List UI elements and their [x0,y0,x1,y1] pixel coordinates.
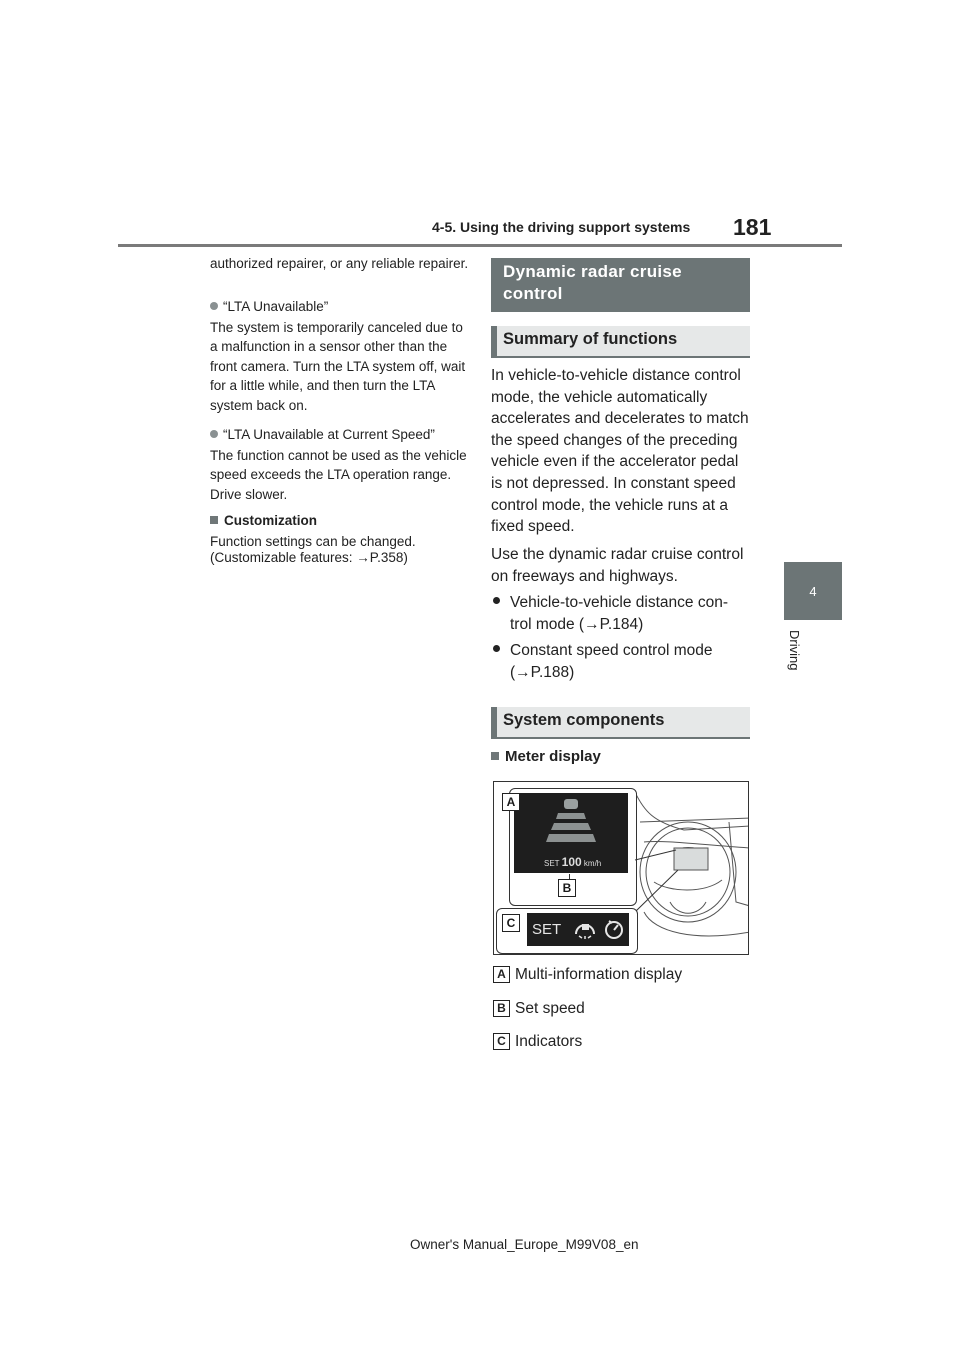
intro-text: authorized repairer, or any reliable repairer. [210,256,469,271]
customization-block [210,511,470,566]
square-bullet-icon [210,516,218,524]
set-speed-readout: SET 100 km/h [544,855,602,869]
radar-cruise-indicator-icon [573,918,597,940]
summary-heading: Summary of functions [491,326,750,358]
message-title: “LTA Unavailable” [223,299,329,314]
callout-a: A [502,793,520,811]
usage-text: Use the dynamic radar cruise control on freeways and highways. [491,546,744,585]
customization-line1: Function settings can be changed. [210,533,416,549]
chapter-label: Driving [787,630,802,671]
section-title: 4-5. Using the driving support systems [432,219,691,235]
square-bullet-icon [491,752,499,760]
message-body: The system is temporarily canceled due to a malfunction in a sensor other than the front camera. Turn the LTA system off, wait for a little while, and then turn the LTA system back on. [210,319,466,413]
legend-label: Multi-information display [515,966,683,983]
message-item [210,425,470,504]
indicator-strip [527,913,629,946]
mode-link[interactable]: (→P.188) [510,663,575,681]
components-heading: System components [491,707,750,739]
meter-figure [493,781,749,955]
message-title: “LTA Unavailable at Current Speed” [223,427,435,442]
bullet-icon [210,430,218,438]
message-item [210,297,470,415]
cruise-control-indicator-icon [603,918,625,940]
legend-key: C [493,1033,510,1050]
footer-manual-id: Owner's Manual_Europe_M99V08_en [410,1237,639,1252]
callout-b: B [558,879,576,897]
mode-item: Vehicle-to-vehicle distance con- trol mode (→P.184) [491,592,751,635]
callout-c: C [502,914,520,932]
bullet-icon [210,302,218,310]
legend-key: B [493,1000,510,1017]
legend-key: A [493,966,510,983]
mode-item: Constant speed control mode (→P.188) [491,640,751,683]
message-body: The function cannot be used as the vehicle speed exceeds the LTA operation range. Drive slower. [210,447,467,502]
legend-label: Indicators [515,1033,583,1050]
meter-heading: Meter display [491,746,751,768]
customization-heading: Customization [224,513,317,528]
header-rule [118,244,842,247]
summary-text: In vehicle-to-vehicle distance control mode, the vehicle automatically accelerates and decelerates to match the speed changes of the preceding vehicle even if the accelerator pedal is not depressed. In constant speed control mode, the vehicle runs at a fixed speed. [491,367,749,536]
left-column [210,254,470,274]
bullet-icon [493,645,500,652]
section-heading: Dynamic radar cruise control [491,258,750,312]
set-indicator: SET [532,921,562,938]
legend-item-a [493,966,682,984]
legend-item-c [493,1033,582,1051]
page-number: 181 [733,214,772,240]
legend-label: Set speed [515,1000,585,1017]
mode-link[interactable]: trol mode (→P.184) [510,615,644,633]
legend-item-b [493,1000,585,1018]
customization-line2[interactable]: (Customizable features: →P.358) [210,549,408,565]
chapter-number: 4 [809,583,817,599]
bullet-icon [493,597,500,604]
chapter-tab[interactable] [784,562,842,620]
